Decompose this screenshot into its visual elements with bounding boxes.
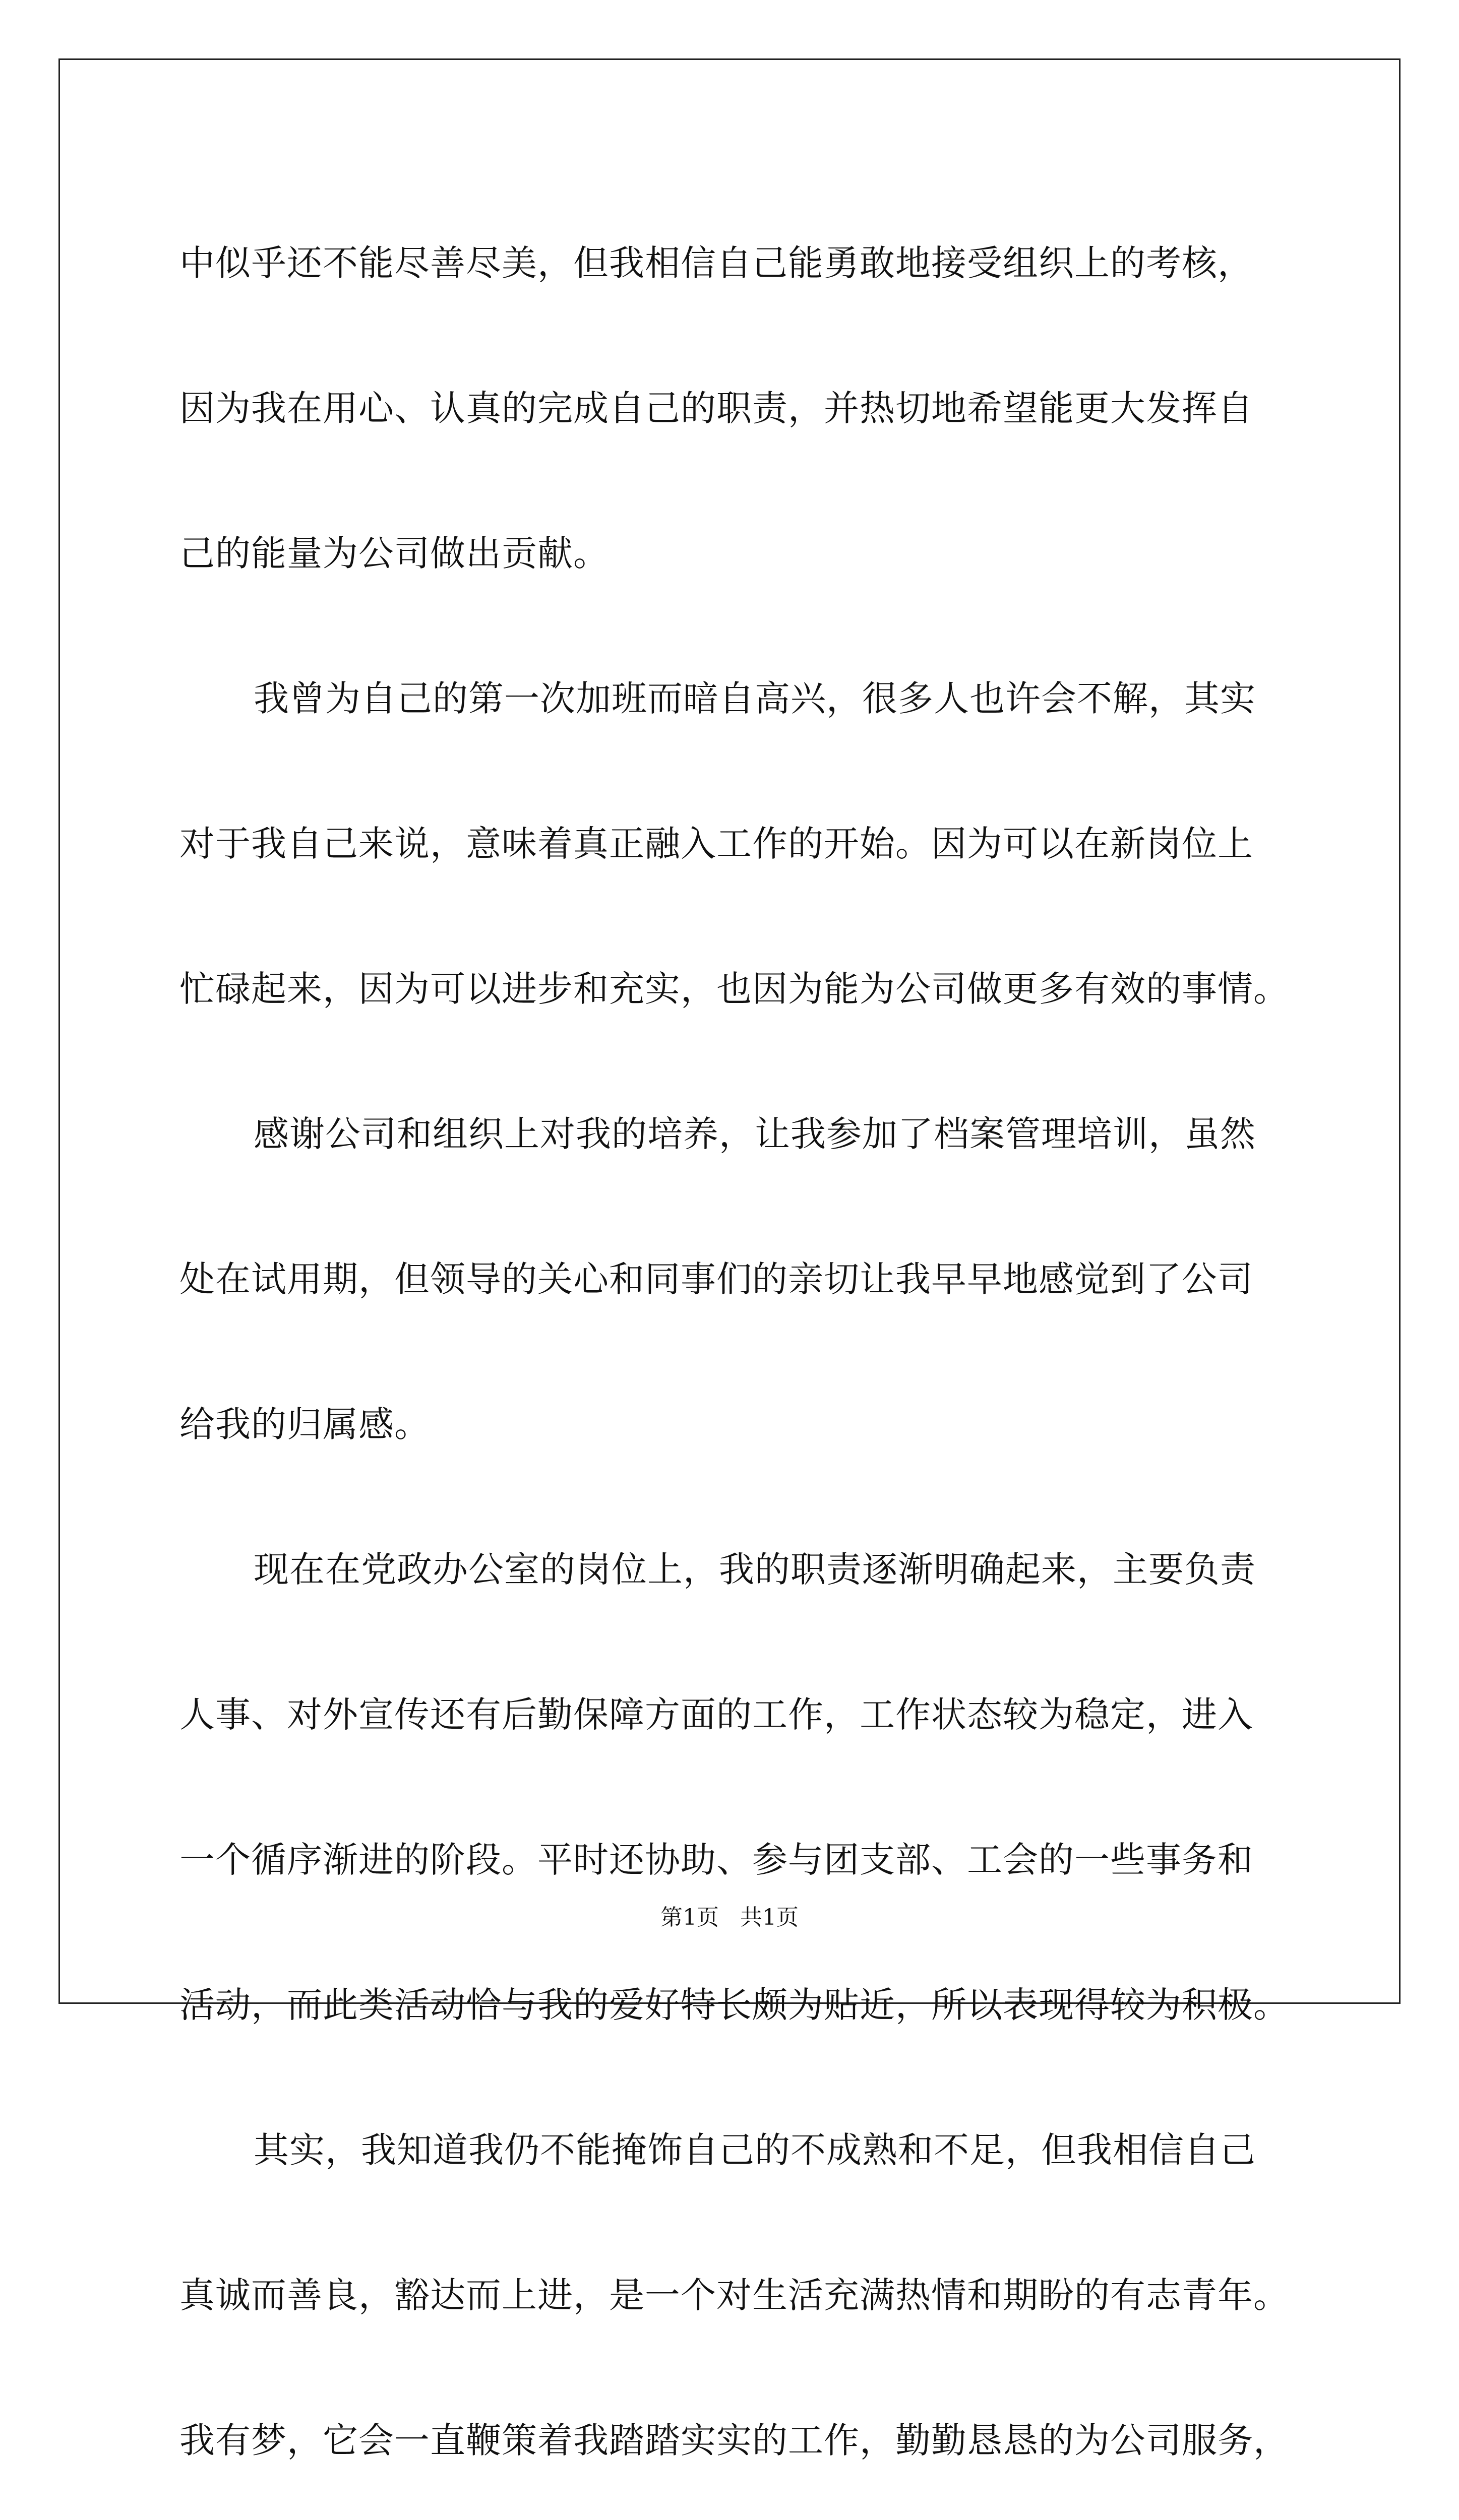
text-line: 因为我在用心、认真的完成自己的职责，并热切地希望能更大发挥自 [179, 388, 1253, 429]
text-line: 中似乎还不能尽善尽美，但我相信自己能勇敢地接受组织上的考核， [179, 242, 1253, 284]
text-line: 现在在党政办公室的岗位上，我的职责逐渐明确起来，主要负责 [254, 1549, 1256, 1590]
text-line: 感谢公司和组织上对我的培养，让我参加了档案管理培训，虽然 [254, 1113, 1256, 1155]
text-line: 给我的归属感。 [179, 1404, 430, 1445]
text-line: 真诚而善良，豁达而上进，是一个对生活充满热情和期盼的有志青年。 [179, 2275, 1289, 2316]
page-number-footer: 第1页 共1页 [660, 1905, 799, 1930]
text-line: 处在试用期，但领导的关心和同事们的亲切让我早早地感觉到了公司 [179, 1258, 1253, 1300]
text-line: 活动，而此类活动恰与我的爱好特长颇为贴近，所以表现得较为积极。 [179, 1984, 1289, 2026]
text-line: 其实，我知道我仍不能掩饰自己的不成熟和不足，但我相信自己 [254, 2129, 1256, 2171]
text-line: 我有梦，它会一直鞭策着我踏踏实实的工作，勤勤恳恳的为公司服务， [179, 2420, 1289, 2461]
text-line: 人事、对外宣传还有后勤保障方面的工作，工作状态较为稳定，进入 [179, 1694, 1253, 1735]
text-line: 己的能量为公司做出贡献。 [179, 533, 609, 574]
text-line: 我曾为自己的第一次加班而暗自高兴，很多人也许会不解，其实 [254, 678, 1256, 719]
text-line [179, 2513, 1284, 2520]
document-body [179, 191, 1289, 2520]
text-line: 一个循序渐进的阶段。平时还协助、参与团支部、工会的一些事务和 [179, 1839, 1253, 1880]
text-line: 对于我自己来说，意味着真正融入工作的开始。因为可以在新岗位上 [179, 823, 1253, 864]
text-line: 忙碌起来，因为可以进步和充实，也因为能为公司做更多有效的事情。 [179, 968, 1289, 1010]
